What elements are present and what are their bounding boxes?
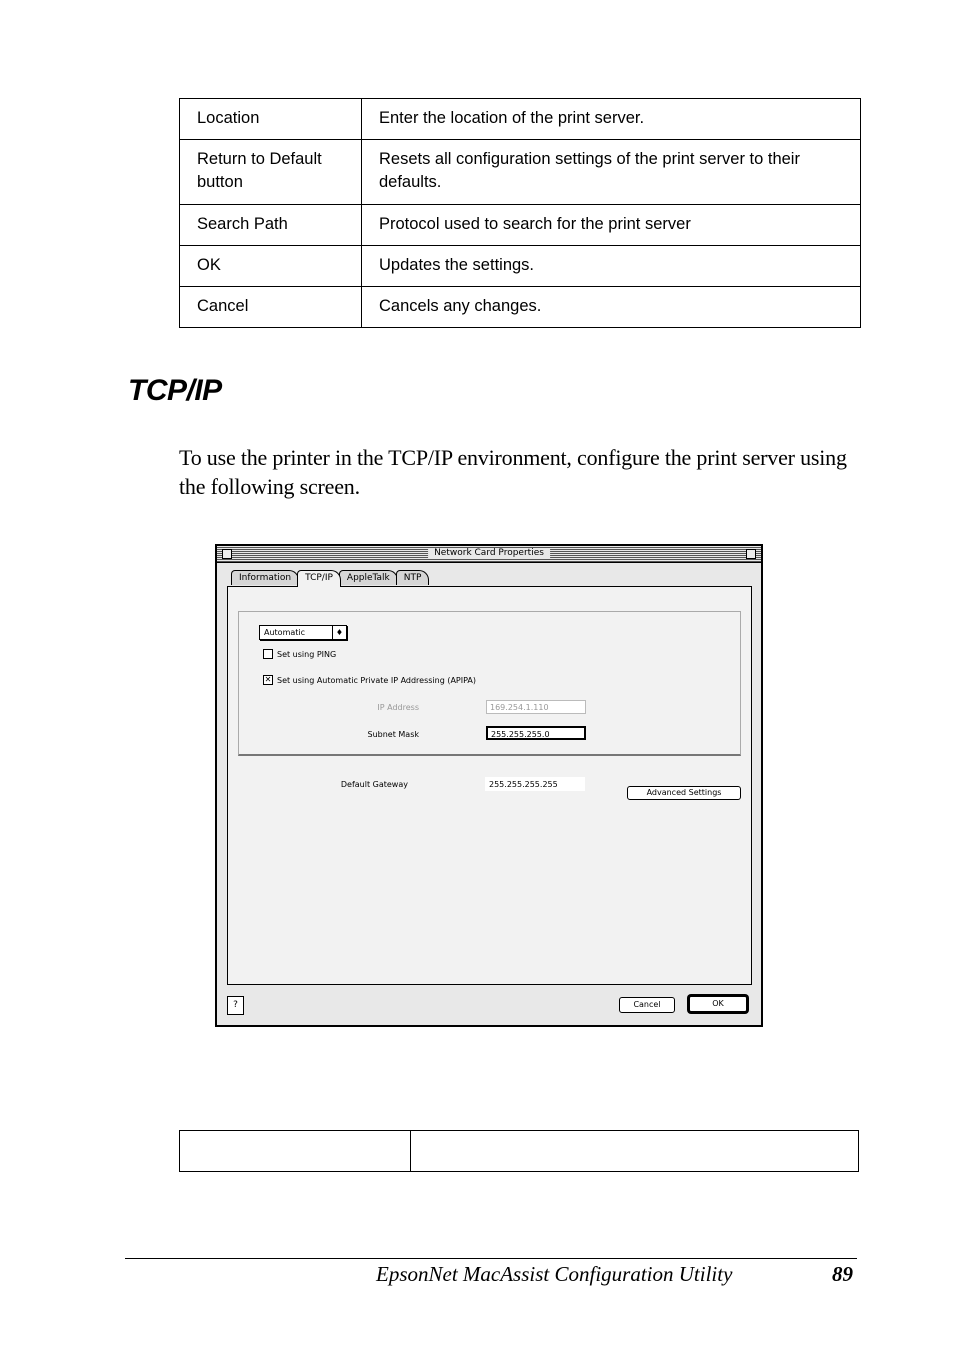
method-popup[interactable] <box>259 625 347 640</box>
footer-divider <box>125 1258 857 1259</box>
tab-ntp[interactable]: NTP <box>396 570 430 585</box>
help-icon[interactable]: ? <box>227 996 244 1015</box>
table-row <box>180 99 861 140</box>
advanced-settings-button[interactable]: Advanced Settings <box>627 786 741 800</box>
table-row <box>180 1131 859 1172</box>
tcpip-tab-panel <box>227 586 752 985</box>
tab-appletalk[interactable]: AppleTalk <box>339 570 398 585</box>
section-heading: TCP/IP <box>128 374 222 407</box>
set-using-apipa-checkbox[interactable] <box>263 675 476 685</box>
table-row <box>180 205 861 246</box>
default-gateway-field[interactable]: 255.255.255.255 <box>485 777 585 791</box>
tab-information[interactable]: Information <box>231 570 299 585</box>
table-row <box>180 287 861 328</box>
setting-name: Return to Default button <box>180 140 362 205</box>
ip-address-label: IP Address <box>377 703 419 712</box>
table-row <box>180 140 861 205</box>
popup-arrow-icon: ♦ <box>332 626 346 639</box>
setting-description: Cancels any changes. <box>362 287 861 328</box>
subnet-mask-label: Subnet Mask <box>367 730 419 739</box>
page-number: 89 <box>832 1262 853 1286</box>
address-settings-group <box>238 611 741 756</box>
footer-title: EpsonNet MacAssist Configuration Utility <box>376 1262 733 1286</box>
window-title: Network Card Properties <box>428 548 550 558</box>
subnet-mask-field[interactable]: 255.255.255.0 <box>486 726 586 740</box>
tab-tcpip[interactable]: TCP/IP <box>297 570 341 587</box>
intro-paragraph: To use the printer in the TCP/IP environment, configure the print server using the following screen. <box>179 445 847 499</box>
checkbox-checked-icon: ✕ <box>264 675 272 684</box>
setting-description: Resets all configuration settings of the print server to their defaults. <box>362 140 861 205</box>
checkbox-label: Set using Automatic Private IP Addressing (APIPA) <box>277 675 477 685</box>
network-card-properties-screenshot <box>215 544 763 1027</box>
table-cell <box>180 1131 411 1172</box>
set-using-ping-checkbox[interactable] <box>263 649 336 659</box>
setting-name: Cancel <box>180 287 362 328</box>
setting-description: Updates the settings. <box>362 246 861 287</box>
table-row <box>180 246 861 287</box>
cancel-button[interactable]: Cancel <box>619 997 675 1013</box>
checkbox-label: Set using PING <box>277 649 337 659</box>
zoom-box-icon[interactable] <box>746 549 756 559</box>
setting-name: Search Path <box>180 205 362 246</box>
checkbox-unchecked-icon <box>263 649 273 659</box>
table-cell <box>411 1131 859 1172</box>
close-box-icon[interactable] <box>222 549 232 559</box>
method-popup-value: Automatic <box>264 628 306 637</box>
ip-address-field[interactable]: 169.254.1.110 <box>486 700 586 714</box>
setting-name: Location <box>180 99 362 140</box>
setting-description: Enter the location of the print server. <box>362 99 861 140</box>
ok-button[interactable]: OK <box>688 995 748 1013</box>
default-gateway-label: Default Gateway <box>340 780 408 789</box>
setting-name: OK <box>180 246 362 287</box>
empty-table <box>179 1130 859 1172</box>
window-titlebar[interactable] <box>217 546 761 563</box>
tab-bar <box>231 570 427 586</box>
settings-description-table <box>179 98 861 328</box>
setting-description: Protocol used to search for the print server <box>362 205 861 246</box>
